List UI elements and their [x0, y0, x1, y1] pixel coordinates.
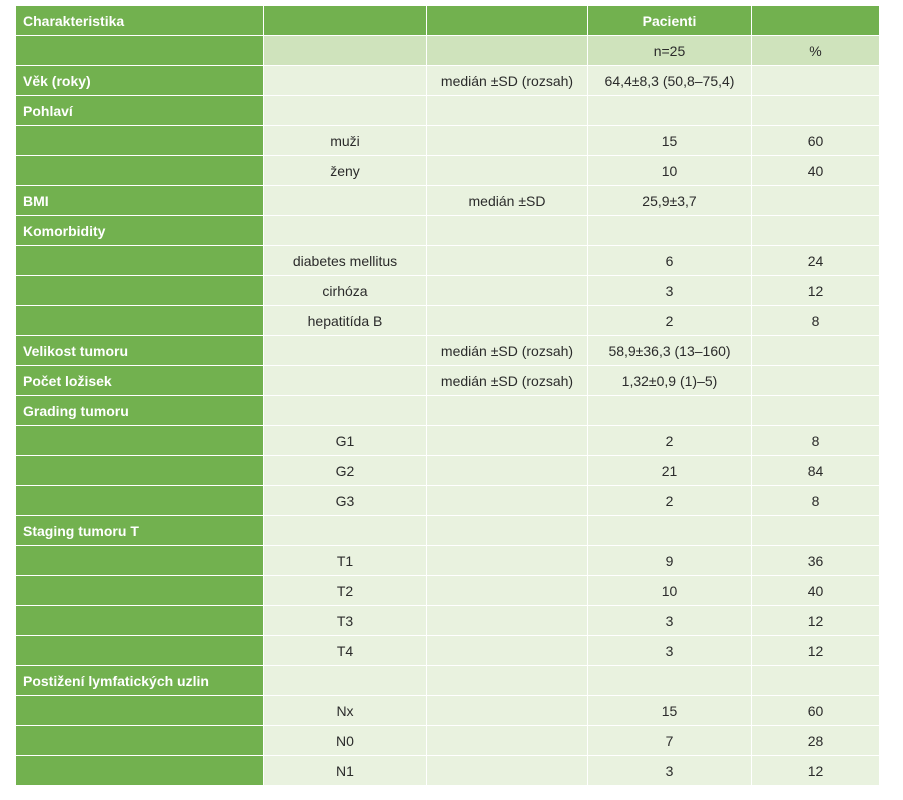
cell-value: 9 — [588, 546, 752, 576]
cell-third — [427, 156, 588, 186]
table-row — [16, 96, 880, 126]
cell-percent — [752, 216, 880, 246]
cell-third — [427, 516, 588, 546]
cell-first: Věk (roky) — [16, 66, 264, 96]
header-row — [16, 6, 880, 36]
cell-percent — [752, 96, 880, 126]
subheader-empty-3 — [427, 36, 588, 66]
cell-first — [16, 426, 264, 456]
cell-second: G3 — [264, 486, 427, 516]
cell-value: 7 — [588, 726, 752, 756]
cell-second: Nx — [264, 696, 427, 726]
cell-first: Komorbidity — [16, 216, 264, 246]
cell-first — [16, 696, 264, 726]
cell-first — [16, 756, 264, 786]
cell-second — [264, 186, 427, 216]
cell-percent — [752, 186, 880, 216]
cell-value: 3 — [588, 756, 752, 786]
cell-percent — [752, 66, 880, 96]
cell-first: Staging tumoru T — [16, 516, 264, 546]
cell-percent: 60 — [752, 696, 880, 726]
cell-third: medián ±SD (rozsah) — [427, 366, 588, 396]
table-row — [16, 696, 880, 726]
cell-third: medián ±SD — [427, 186, 588, 216]
cell-third — [427, 486, 588, 516]
cell-value: 58,9±36,3 (13–160) — [588, 336, 752, 366]
table-row — [16, 546, 880, 576]
table-row — [16, 606, 880, 636]
cell-first: Počet ložisek — [16, 366, 264, 396]
cell-value: 3 — [588, 606, 752, 636]
cell-percent: 40 — [752, 576, 880, 606]
cell-second — [264, 336, 427, 366]
cell-value: 64,4±8,3 (50,8–75,4) — [588, 66, 752, 96]
cell-third — [427, 666, 588, 696]
patient-characteristics-table-wrapper — [15, 5, 880, 786]
cell-percent: 40 — [752, 156, 880, 186]
cell-second: N1 — [264, 756, 427, 786]
cell-value: 6 — [588, 246, 752, 276]
table-row — [16, 66, 880, 96]
cell-percent — [752, 666, 880, 696]
cell-first — [16, 456, 264, 486]
table-row — [16, 726, 880, 756]
subheader-empty-2 — [264, 36, 427, 66]
cell-third — [427, 456, 588, 486]
cell-value: 3 — [588, 276, 752, 306]
cell-second: cirhóza — [264, 276, 427, 306]
cell-percent: 36 — [752, 546, 880, 576]
cell-third — [427, 756, 588, 786]
cell-percent — [752, 396, 880, 426]
table-row — [16, 636, 880, 666]
cell-first: Pohlaví — [16, 96, 264, 126]
cell-percent: 8 — [752, 426, 880, 456]
cell-first — [16, 636, 264, 666]
cell-percent: 12 — [752, 276, 880, 306]
subheader-row — [16, 36, 880, 66]
cell-percent — [752, 366, 880, 396]
table-row — [16, 576, 880, 606]
cell-second: G2 — [264, 456, 427, 486]
cell-first: Velikost tumoru — [16, 336, 264, 366]
patient-characteristics-table — [15, 5, 880, 786]
cell-third — [427, 696, 588, 726]
table-row — [16, 426, 880, 456]
table-row — [16, 756, 880, 786]
cell-value: 10 — [588, 156, 752, 186]
cell-value: 2 — [588, 486, 752, 516]
cell-second — [264, 366, 427, 396]
cell-first — [16, 486, 264, 516]
cell-first — [16, 246, 264, 276]
cell-third: medián ±SD (rozsah) — [427, 66, 588, 96]
cell-first — [16, 546, 264, 576]
cell-first: Postižení lymfatických uzlin — [16, 666, 264, 696]
cell-first: Grading tumoru — [16, 396, 264, 426]
cell-value — [588, 666, 752, 696]
cell-second: T1 — [264, 546, 427, 576]
header-characteristic: Charakteristika — [16, 6, 264, 36]
cell-third — [427, 396, 588, 426]
cell-second — [264, 216, 427, 246]
cell-second — [264, 66, 427, 96]
cell-third — [427, 276, 588, 306]
cell-percent: 12 — [752, 606, 880, 636]
cell-value — [588, 96, 752, 126]
subheader-n: n=25 — [588, 36, 752, 66]
table-row — [16, 456, 880, 486]
cell-percent: 12 — [752, 636, 880, 666]
table-row — [16, 336, 880, 366]
cell-second — [264, 516, 427, 546]
cell-first — [16, 276, 264, 306]
cell-third — [427, 606, 588, 636]
cell-second: T4 — [264, 636, 427, 666]
cell-second: ženy — [264, 156, 427, 186]
subheader-empty-1 — [16, 36, 264, 66]
cell-first — [16, 606, 264, 636]
cell-third — [427, 126, 588, 156]
table-row — [16, 246, 880, 276]
cell-third — [427, 546, 588, 576]
cell-first — [16, 156, 264, 186]
table-row — [16, 156, 880, 186]
cell-third — [427, 576, 588, 606]
cell-percent: 8 — [752, 306, 880, 336]
cell-percent: 28 — [752, 726, 880, 756]
cell-second: N0 — [264, 726, 427, 756]
table-row — [16, 486, 880, 516]
cell-value: 25,9±3,7 — [588, 186, 752, 216]
cell-second: G1 — [264, 426, 427, 456]
table-row — [16, 216, 880, 246]
cell-value — [588, 396, 752, 426]
header-patients: Pacienti — [588, 6, 752, 36]
cell-first: BMI — [16, 186, 264, 216]
table-row — [16, 306, 880, 336]
cell-value: 10 — [588, 576, 752, 606]
cell-percent: 8 — [752, 486, 880, 516]
table-row — [16, 186, 880, 216]
cell-second: muži — [264, 126, 427, 156]
cell-value: 2 — [588, 306, 752, 336]
cell-value: 15 — [588, 696, 752, 726]
cell-third — [427, 96, 588, 126]
cell-percent: 12 — [752, 756, 880, 786]
header-empty-1 — [264, 6, 427, 36]
cell-first — [16, 306, 264, 336]
cell-value — [588, 516, 752, 546]
cell-second — [264, 396, 427, 426]
cell-percent: 60 — [752, 126, 880, 156]
cell-percent: 24 — [752, 246, 880, 276]
cell-second: diabetes mellitus — [264, 246, 427, 276]
cell-value: 2 — [588, 426, 752, 456]
header-empty-2 — [427, 6, 588, 36]
table-row — [16, 396, 880, 426]
subheader-percent: % — [752, 36, 880, 66]
cell-second — [264, 666, 427, 696]
cell-third — [427, 726, 588, 756]
cell-percent — [752, 516, 880, 546]
cell-percent — [752, 336, 880, 366]
cell-second: hepatitída B — [264, 306, 427, 336]
table-row — [16, 276, 880, 306]
table-row — [16, 366, 880, 396]
cell-third — [427, 246, 588, 276]
cell-first — [16, 576, 264, 606]
cell-value: 3 — [588, 636, 752, 666]
cell-second — [264, 96, 427, 126]
cell-second: T2 — [264, 576, 427, 606]
table-row — [16, 666, 880, 696]
cell-third — [427, 216, 588, 246]
table-row — [16, 516, 880, 546]
cell-value: 1,32±0,9 (1)–5) — [588, 366, 752, 396]
cell-first — [16, 126, 264, 156]
cell-value — [588, 216, 752, 246]
header-empty-3 — [752, 6, 880, 36]
cell-third: medián ±SD (rozsah) — [427, 336, 588, 366]
cell-third — [427, 306, 588, 336]
cell-first — [16, 726, 264, 756]
cell-third — [427, 636, 588, 666]
table-body — [16, 66, 880, 786]
cell-third — [427, 426, 588, 456]
cell-second: T3 — [264, 606, 427, 636]
cell-value: 21 — [588, 456, 752, 486]
cell-percent: 84 — [752, 456, 880, 486]
table-row — [16, 126, 880, 156]
cell-value: 15 — [588, 126, 752, 156]
